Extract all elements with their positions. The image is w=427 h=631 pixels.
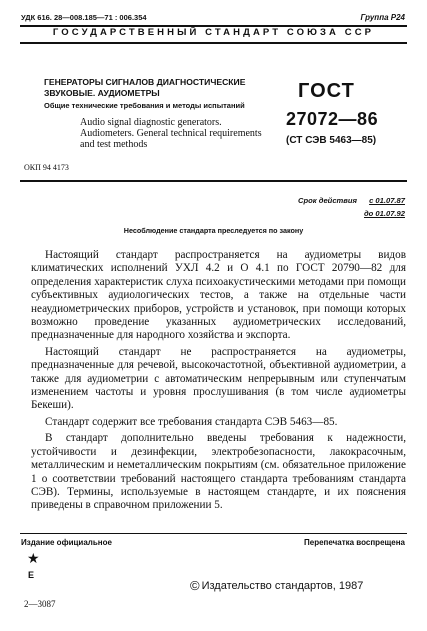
star-icon: ★ <box>27 552 40 567</box>
reprint-prohibited: Перепечатка воспрещена <box>304 538 405 547</box>
official-edition: Издание официальное <box>21 538 112 547</box>
violation-note: Несоблюдение стандарта преследуется по закону <box>123 226 304 235</box>
sev-reference: (СТ СЭВ 5463—85) <box>286 135 377 146</box>
group-code: Группа Р24 <box>360 13 405 22</box>
copyright-text: Издательство стандартов, 1987 <box>201 580 364 592</box>
banner-bottom-rule <box>20 42 407 44</box>
paragraph-exclusions: Настоящий стандарт не распространяется на аудиометры, предназначенные для речевой, высокочастотной, объективной аудиометрии, а также для аудиометрии с автоматическим непрерывным или ступенчатым изменением частоты и уровня прослушивания (в том числе аудиометры Бекеши). <box>31 345 406 412</box>
validity-start: с 01.07.87 <box>369 196 405 205</box>
copyright-line <box>190 578 363 593</box>
paragraph-sev: Стандарт содержит все требования стандарта СЭВ 5463—85. <box>45 415 338 428</box>
udk-code: УДК 616. 28—008.185—71 : 006.354 <box>21 13 147 22</box>
paragraph-additional: В стандарт дополнительно введены требования к надежности, устойчивости и дезинфекции, электробезопасности, лакокрасочным, металлическим и неметаллическим покрытиям (см. обязательное приложение 1 о соответствии требований настоящего стандарта требованиям стандарта СЭВ). Термины, используемые в настоящем стандарте, и их пояснения приведены в справочном приложении 5. <box>31 432 406 512</box>
print-code: 2—3087 <box>24 599 56 609</box>
english-title: Audio signal diagnostic generators. Audiometers. General technical requirements and test methods <box>80 117 262 150</box>
copyright-icon: © <box>190 578 200 593</box>
footer-rule <box>20 533 407 534</box>
document-subtitle: Общие технические требования и методы испытаний <box>44 101 245 110</box>
document-title: ГЕНЕРАТОРЫ СИГНАЛОВ ДИАГНОСТИЧЕСКИЕ ЗВУКОВЫЕ. АУДИОМЕТРЫ <box>44 77 246 98</box>
standard-banner: ГОСУДАРСТВЕННЫЙ СТАНДАРТ СОЮЗА ССР <box>52 27 375 38</box>
gost-label: ГОСТ <box>298 80 355 102</box>
body-text <box>31 249 406 516</box>
section-divider <box>20 180 407 182</box>
e-mark: Е <box>28 570 35 580</box>
validity-end: до 01.07.92 <box>363 209 405 218</box>
paragraph-scope: Настоящий стандарт распространяется на аудиометры видов климатических исполнений УХЛ 4.2 и О 4.1 по ГОСТ 20790—82 для определения характеристик слуха психоакустическими методами при помощи субъективных аудиологических тестов, а также на отдельные части неаудиометрических приборов, устройств и установок, при помощи которых возможно проведение указанных аудиометрических исследований, предназначенные для народного хозяйства и экспорта. <box>31 249 406 342</box>
validity-label: Срок действия <box>298 196 357 205</box>
gost-number: 27072—86 <box>286 109 379 129</box>
okp-code: ОКП 94 4173 <box>24 163 69 172</box>
